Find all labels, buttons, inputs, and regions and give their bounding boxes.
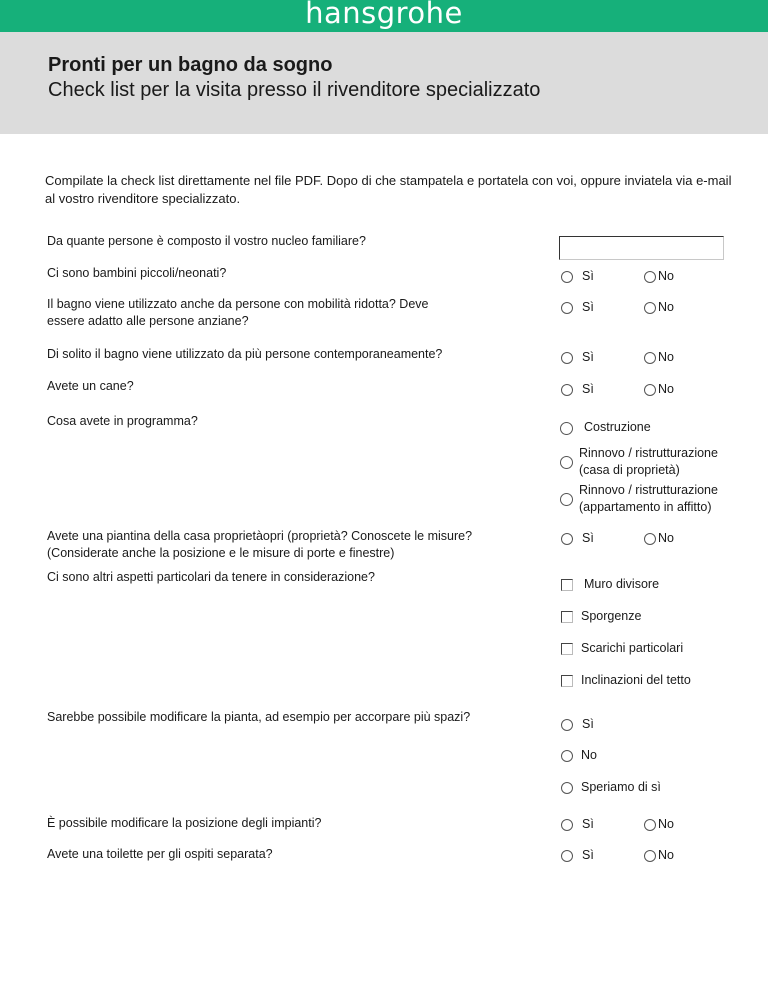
mobility-yes-radio[interactable]: Sì — [561, 299, 594, 316]
modify-yes-radio[interactable]: Sì — [561, 716, 594, 733]
radio-icon — [644, 302, 656, 314]
radio-icon — [561, 352, 573, 364]
question-household: Da quante persone è composto il vostro nucleo familiare? — [47, 234, 366, 248]
particular-sporgenze-checkbox[interactable]: Sporgenze — [561, 608, 641, 625]
mobility-no-radio[interactable]: No — [644, 299, 674, 316]
brand-bar — [0, 0, 768, 32]
children-no-radio[interactable]: No — [644, 268, 674, 285]
installations-yes-radio[interactable]: Sì — [561, 816, 594, 833]
children-yes-radio[interactable]: Sì — [561, 268, 594, 285]
question-guest-toilet: Avete una toilette per gli ospiti separata? — [47, 847, 273, 861]
particular-muro-checkbox[interactable]: Muro divisore — [561, 576, 659, 593]
question-mobility: Il bagno viene utilizzato anche da persone con mobilità ridotta? Deve essere adatto alle persone anziane? — [47, 297, 429, 328]
question-plan: Cosa avete in programma? — [47, 414, 198, 428]
checkbox-icon — [561, 579, 573, 591]
modify-no-radio[interactable]: No — [561, 747, 597, 764]
simultaneous-no-radio[interactable]: No — [644, 349, 674, 366]
radio-icon — [644, 384, 656, 396]
dog-no-radio[interactable]: No — [644, 381, 674, 398]
radio-icon — [561, 750, 573, 762]
intro-text: Compilate la check list direttamente nel file PDF. Dopo di che stampatela e portatela con voi, oppure inviatela via e-mail al vostro rivenditore specializzato. — [45, 173, 732, 206]
radio-icon — [561, 782, 573, 794]
question-dog: Avete un cane? — [47, 379, 134, 393]
radio-icon — [561, 384, 573, 396]
radio-icon — [560, 493, 573, 506]
radio-icon — [561, 850, 573, 862]
radio-icon — [560, 422, 573, 435]
question-simultaneous: Di solito il bagno viene utilizzato da più persone contemporaneamente? — [47, 347, 443, 361]
particular-inclinazioni-checkbox[interactable]: Inclinazioni del tetto — [561, 672, 691, 689]
radio-icon — [560, 456, 573, 469]
plan-rinnovo-casa-radio[interactable]: Rinnovo / ristrutturazione (casa di proprietà) — [560, 445, 718, 479]
radio-icon — [561, 819, 573, 831]
checkbox-icon — [561, 675, 573, 687]
floorplan-no-radio[interactable]: No — [644, 530, 674, 547]
checkbox-icon — [561, 611, 573, 623]
page-title: Pronti per un bagno da sogno — [48, 54, 333, 76]
radio-icon — [644, 271, 656, 283]
radio-icon — [644, 819, 656, 831]
radio-icon — [644, 850, 656, 862]
question-children: Ci sono bambini piccoli/neonati? — [47, 266, 227, 280]
radio-icon — [561, 302, 573, 314]
hansgrohe-logo: hansgrohe — [305, 0, 463, 30]
floorplan-yes-radio[interactable]: Sì — [561, 530, 594, 547]
radio-icon — [561, 271, 573, 283]
radio-icon — [644, 533, 656, 545]
page-subtitle: Check list per la visita presso il rivenditore specializzato — [48, 79, 541, 101]
question-modify: Sarebbe possibile modificare la pianta, ad esempio per accorpare più spazi? — [47, 710, 471, 724]
radio-icon — [561, 533, 573, 545]
radio-icon — [561, 719, 573, 731]
modify-speriamo-radio[interactable]: Speriamo di sì — [561, 779, 661, 796]
question-floorplan: Avete una piantina della casa proprietàopri (proprietà? Conoscete le misure? (Considerate anche la posizione e le misure di porte e finestre) — [47, 529, 473, 560]
simultaneous-yes-radio[interactable]: Sì — [561, 349, 594, 366]
guest-toilet-no-radio[interactable]: No — [644, 847, 674, 864]
question-installations: È possibile modificare la posizione degli impianti? — [47, 816, 322, 830]
household-input[interactable] — [559, 236, 724, 260]
checkbox-icon — [561, 643, 573, 655]
dog-yes-radio[interactable]: Sì — [561, 381, 594, 398]
particular-scarichi-checkbox[interactable]: Scarichi particolari — [561, 640, 683, 657]
radio-icon — [644, 352, 656, 364]
installations-no-radio[interactable]: No — [644, 816, 674, 833]
guest-toilet-yes-radio[interactable]: Sì — [561, 847, 594, 864]
plan-rinnovo-appartamento-radio[interactable]: Rinnovo / ristrutturazione (appartamento in affitto) — [560, 482, 718, 516]
question-particulars: Ci sono altri aspetti particolari da tenere in considerazione? — [47, 570, 375, 584]
plan-costruzione-radio[interactable]: Costruzione — [560, 419, 651, 436]
